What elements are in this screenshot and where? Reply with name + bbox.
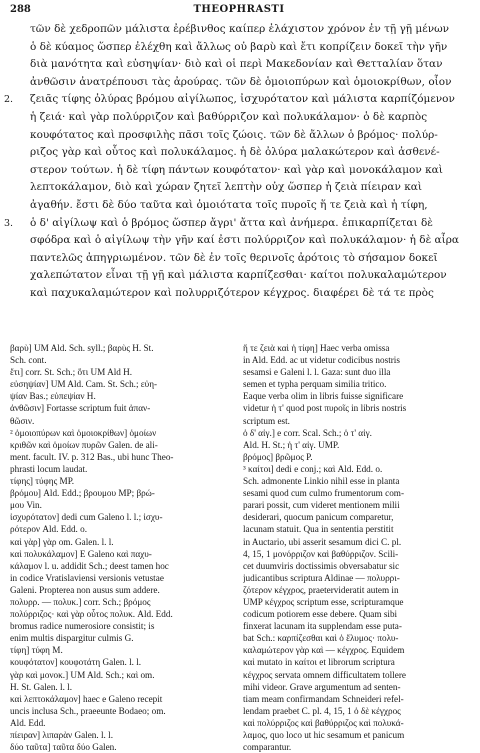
running-header [10, 4, 468, 18]
apparatus-left-column [10, 342, 232, 753]
apparatus-note-line: ψίαν Bas.; εὐπεψίαν H. [10, 391, 96, 402]
text-line: ζειᾶς τίφης ὀλύρας βρόμου αἰγίλωπος, ἰσχυρότατον καὶ μάλιστα καρπίζόμενον [30, 93, 455, 106]
apparatus-note-line: ἰσχυρότατον] dedi cum Galeno l. l.; ἰσχυ- [10, 512, 163, 523]
apparatus-note-line: μου Vin. [10, 500, 42, 511]
text-line: λεπτοκάλαμον, διὸ καὶ χώραν ζητεῖ λεπτὴν οὐχ ὥσπερ ἡ ζειὰ πίειραν καὶ [30, 181, 422, 194]
apparatus-note-line: ὁ δ' αἰγ.] e corr. Scal. Sch.; ὁ τ' αἰγ. [243, 427, 372, 438]
apparatus-note-line: καλαμώτερον γὰρ καὶ — κέγχρος. Equidem [243, 645, 405, 656]
text-line: ριζος γὰρ καὶ οὗτος καὶ πολυκάλαμος. ἡ δὲ ὀλύρα μαλακώτερον καὶ ἀσθενέ- [30, 146, 440, 159]
text-line: ὁ δὲ κύαμος ὥσπερ ἐλέχθη καὶ ἄλλως οὐ βαρὺ καὶ ἔτι κοπρίζειν δοκεῖ τὴν γῆν [30, 40, 448, 53]
apparatus-note-line: γὰρ καὶ μονοκ.] UM Ald. Sch.; καὶ om. [10, 669, 155, 680]
apparatus-note-line: sesamsi e Galeni l. l. Gaza: sunt duo illa [243, 367, 391, 378]
apparatus-note-line: κουφότατον] κουφοτάτη Galen. l. l. [10, 657, 142, 668]
apparatus-note-line: Galeni. Propterea non ausus sum addere. [10, 584, 160, 595]
apparatus-note-line: mihi videor. Grave argumentum ad senten- [243, 681, 401, 692]
section-number: 3. [4, 217, 14, 229]
text-line: παντελῶς ἀπηγριωμένον. τῶν δὲ ἐν τοῖς θερινοῖς ἀρότοις τὸ σήσαμον δοκεῖ [30, 251, 438, 264]
apparatus-note-line: τίφη] τύφη M. [10, 645, 63, 656]
apparatus-note-line: λαμος, quo loco ut hic sesamum et panicum [243, 730, 405, 740]
apparatus-note-line: ² ὁμοιοπύρων καὶ ὁμοιοκρίθων] ὁμοίων [10, 427, 157, 438]
apparatus-note-line: ἀνθῶσιν] Fortasse scriptum fuit ἀπαν- [10, 403, 151, 414]
text-line: στερον τούτων. ἡ δὲ τίφη πάντων κουφότατον· καὶ γὰρ καὶ μονοκάλαμον καὶ [30, 163, 443, 176]
apparatus-note-line: πίειραν] λιπαρὰν Galen. l. l. [10, 730, 113, 740]
apparatus-note-line: judicantibus scriptura Aldinae — πολυρρι- [243, 572, 400, 583]
apparatus-note-line: H. St. Galen. l. l. [10, 681, 73, 692]
apparatus-note-line: βαρὺ] UM Ald. Sch. syll.; βαρὺς H. St. [10, 343, 154, 353]
apparatus-note-line: lendam praebet C. pl. 4, 15, 1 ὁ δὲ κέγχρος [243, 705, 401, 716]
apparatus-note-line: βρόμου] Ald. Edd.; βρουμου MP; βρώ- [10, 488, 155, 499]
apparatus-note-line: UMP κέγχρος scriptum esse, scripturamque [243, 596, 404, 607]
apparatus-note-line: τίφης] τύφης MP. [10, 476, 75, 487]
text-line: ἀγαθήν. ἔστι δὲ δύο ταῦτα καὶ ὁμοιότατα τοῖς πυροῖς ἥ τε ζειὰ καὶ ἡ τίφη, [30, 199, 428, 211]
apparatus-note-line: cet duumviris doctissimis obversabatur sic [243, 560, 400, 571]
apparatus-note-line: in codice Vratislaviensi versionis vetustae [10, 572, 164, 583]
apparatus-note-line: finxerat lacunam ita supplendam esse puta- [243, 621, 402, 632]
running-title: THEOPHRASTI [193, 4, 285, 15]
apparatus-note-line: ἔτι] corr. St. Sch.; ὅτι UM Ald H. [10, 367, 133, 378]
apparatus-note-line: bat Sch.: καρπίζεσθαι καὶ ὁ ἔλυμος· πολυ- [243, 633, 399, 644]
apparatus-note-line: ζότερον κέγχρος, praetervideratit autem in [243, 584, 399, 595]
apparatus-note-line: καὶ mutato in καίτοι et librorum scriptura [243, 657, 395, 668]
apparatus-note-line: uncis inclusa Sch., praeeunte Bodaeo; om. [10, 705, 166, 716]
text-line: τῶν δὲ χεδροπῶν μάλιστα ἐρέβινθος καίπερ ἐλάχιστον χρόνον ἐν τῇ γῇ μένων [30, 23, 450, 35]
apparatus-note-line: ment. facult. IV. p. 312 Bas., ubi hunc Theo- [10, 451, 174, 462]
text-line: χαλεπώτατον εἶναι τῇ γῇ καὶ μάλιστα καρπίζεσθαι· καίτοι πολυκαλαμώτερον [30, 269, 447, 282]
text-line: καὶ παχυκαλαμώτερον καὶ πολυρριζότερον κέγχρος. διαφέρει δὲ τά τε πρὸς [30, 287, 434, 299]
apparatus-note-line: βρόμος] βρῶμος P. [243, 451, 313, 462]
apparatus-right-column [243, 342, 473, 753]
apparatus-note-line: enim multis dispargitur culmis G. [10, 633, 134, 644]
apparatus-note-line: codicum potiorem esse debere. Quam sibi [243, 609, 398, 620]
apparatus-note-line: καὶ πολύρριζος καὶ βαθύρριζος καὶ πολυκά- [243, 717, 404, 728]
text-line: κουφότατος καὶ προσφιλὴς πᾶσι τοῖς ζώοις. τῶν δὲ ἄλλων ὁ βρόμος· πολύρ- [30, 128, 438, 141]
apparatus-note-line: πολύρριζος· καὶ γὰρ οὗτος πολυκ. Ald. Edd. [10, 609, 173, 620]
apparatus-note-line: videtur ἡ τ' quod post πυροῖς in libris nostris [243, 403, 407, 414]
text-line: ἀνθῶσιν ἀνατρέπουσι τὰς ἀρούρας. τῶν δὲ ὁμοιοπύρων καὶ ὁμοιοκρίθων, οἷον [30, 75, 452, 88]
apparatus-note-line: κάλαμον l. u. addidit Sch.; deest tamen hoc [10, 560, 169, 571]
apparatus-note-line: 4, 15, 1 μονόρριζον καὶ βαθύρριζον. Scili- [243, 548, 399, 559]
apparatus-note-line: in Auctario, ubi asserit sesamum dici C. pl. [243, 536, 402, 547]
apparatus-note-line: ³ καίτοι] dedi e conj.; καὶ Ald. Edd. o. [243, 463, 383, 474]
apparatus-note-line: Sch. admonente Linkio nihil esse in planta [243, 476, 400, 487]
apparatus-note-line: εὐσηψίαν] UM Ald. Cam. St. Sch.; εὐη- [10, 379, 158, 390]
apparatus-note-line: semen et typha perquam similia tritico. [243, 379, 387, 390]
apparatus-note-line: Ald. Edd. [10, 717, 46, 728]
apparatus-note-line: scriptum est. [243, 415, 290, 426]
apparatus-note-line: sesami quod cum culmo frumentorum com- [243, 488, 405, 499]
page-number: 288 [10, 4, 31, 15]
apparatus-note-line: tiam meam confirmandam Schneideri refel- [243, 693, 404, 704]
apparatus-note-line: πολυρρ. — πολυκ.] corr. Sch.; βρόμος [10, 596, 151, 607]
apparatus-note-line: ἥ τε ζειὰ καὶ ἡ τίφη] Haec verba omissa [243, 343, 390, 353]
apparatus-note-line: καὶ πολυκάλαμον] E Galeno καὶ παχυ- [10, 548, 152, 559]
text-line: ἡ ζειά· καὶ γὰρ πολύρριζον καὶ βαθύρριζον καὶ πολυκάλαμον· ὁ δὲ καρπὸς [30, 111, 428, 123]
apparatus-note-line: bromus radice numerosiore consistit; is [10, 621, 155, 632]
apparatus-note-line: comparantur. [243, 742, 292, 753]
apparatus-note-line: καὶ γὰρ] γὰρ om. Galen. l. l. [10, 536, 114, 547]
text-line: σφόδρα καὶ ὁ αἰγίλωψ τὴν γῆν καί ἐστι πολύρριζον καὶ πολυκάλαμον· ἡ δὲ αἶρα [30, 234, 460, 247]
apparatus-note-line: lacunam statuit. Qua in sententia perstitit [243, 524, 394, 535]
text-line: διὰ μανότητα καὶ εὐσηψίαν· διὸ καὶ οἱ περὶ Μακεδονίαν καὶ Θετταλίαν ὅταν [30, 58, 443, 71]
apparatus-note-line: ρότερον Ald. Edd. o. [10, 524, 88, 535]
apparatus-note-line: phrasti locum laudat. [10, 463, 88, 474]
apparatus-note-line: parari possit, cum videret mentionem milii [243, 500, 400, 511]
apparatus-note-line: δύο ταῦτα] ταῦτα δύο Galen. [10, 742, 117, 753]
apparatus-note-line: Ald. H. St.; ἡ τ' αἰγ. UMP. [243, 439, 340, 450]
apparatus-note-line: κέγχρος servata omnem difficultatem tollere [243, 669, 406, 680]
apparatus-note-line: κριθῶν καὶ ὁμοίων πυρῶν Galen. de ali- [10, 439, 158, 450]
text-line: ὁ δ' αἰγίλωψ καὶ ὁ βρόμος ὥσπερ ἄγρι' ἄττα καὶ ἀνήμερα. ἐπικαρπίζεται δὲ [30, 216, 433, 229]
section-number: 2. [4, 94, 14, 106]
apparatus-note-line: Eaque verba olim in libris fuisse significare [243, 391, 404, 402]
apparatus-note-line: desiderari, quocum panicum comparetur, [243, 512, 394, 523]
apparatus-note-line: θῶσιν. [10, 415, 35, 426]
apparatus-note-line: καὶ λεπτοκάλαμον] haec e Galeno recepit [10, 693, 163, 704]
apparatus-note-line: Sch. cont. [10, 355, 47, 366]
apparatus-note-line: in Ald. Edd. ac ut videtur codicibus nostris [243, 355, 400, 366]
